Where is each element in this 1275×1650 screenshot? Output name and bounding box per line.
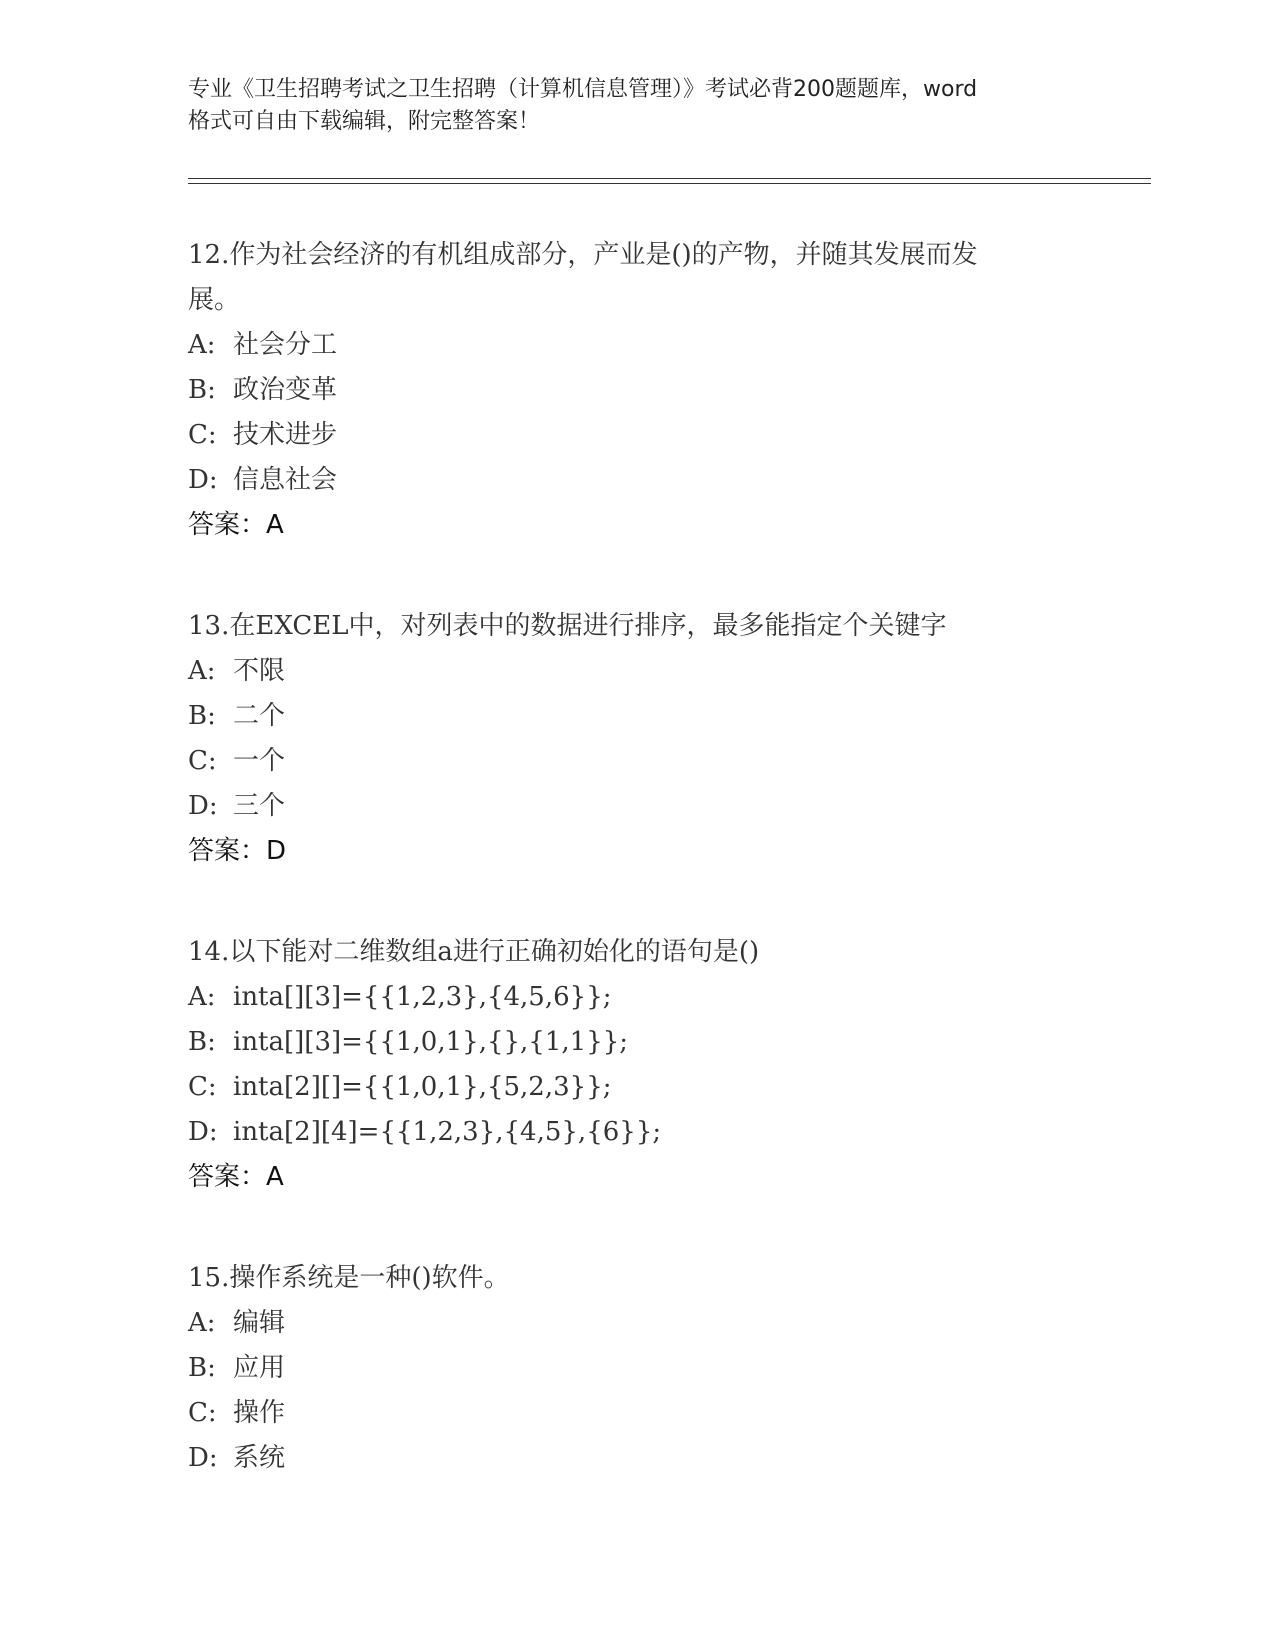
option-b <box>188 694 1088 739</box>
option-text: 社会分工 <box>233 330 338 360</box>
question-text: 13.在EXCEL中，对列表中的数据进行排序，最多能指定个关键字 <box>188 611 947 641</box>
option-text: 编辑 <box>233 1308 286 1338</box>
option-a <box>188 1301 1088 1346</box>
option-text: inta[][3]={{1,0,1},{},{1,1}}; <box>233 1027 629 1057</box>
option-b <box>188 1020 1088 1065</box>
option-letter: B: <box>188 701 216 731</box>
option-d <box>188 1110 1088 1155</box>
option-text: 系统 <box>233 1443 286 1473</box>
option-text: 信息社会 <box>233 465 338 495</box>
option-letter: D: <box>188 465 218 495</box>
question-text: 15.操作系统是一种()软件。 <box>188 1263 510 1293</box>
document-header <box>188 74 1088 138</box>
answer-line: 答案：A <box>188 510 284 540</box>
option-a <box>188 323 1088 368</box>
option-d <box>188 784 1088 829</box>
question-14 <box>188 930 1088 1200</box>
header-divider-bottom <box>188 183 1151 184</box>
option-letter: C: <box>188 746 217 776</box>
option-c <box>188 1065 1088 1110</box>
option-text: 应用 <box>233 1353 286 1383</box>
option-letter: A: <box>188 656 216 686</box>
question-text-line-1: 12.作为社会经济的有机组成部分，产业是()的产物，并随其发展而发 <box>188 240 978 270</box>
option-letter: C: <box>188 420 217 450</box>
option-text: 技术进步 <box>233 420 338 450</box>
option-text: 政治变革 <box>233 375 338 405</box>
answer-line: 答案：A <box>188 1162 284 1192</box>
option-letter: C: <box>188 1072 217 1102</box>
question-list <box>188 233 1088 1537</box>
option-a <box>188 975 1088 1020</box>
option-text: 二个 <box>233 701 286 731</box>
option-letter: A: <box>188 330 216 360</box>
option-a <box>188 649 1088 694</box>
option-letter: D: <box>188 1443 218 1473</box>
option-b <box>188 1346 1088 1391</box>
option-c <box>188 739 1088 784</box>
option-letter: B: <box>188 1353 216 1383</box>
option-d <box>188 458 1088 503</box>
option-text: inta[2][]={{1,0,1},{5,2,3}}; <box>233 1072 612 1102</box>
option-letter: D: <box>188 791 218 821</box>
header-line-2: 格式可自由下载编辑，附完整答案！ <box>188 109 541 134</box>
option-letter: D: <box>188 1117 218 1147</box>
option-letter: B: <box>188 375 216 405</box>
option-c <box>188 1391 1088 1436</box>
question-text-line-2: 展。 <box>188 285 241 315</box>
option-d <box>188 1436 1088 1481</box>
option-letter: B: <box>188 1027 216 1057</box>
option-text: inta[][3]={{1,2,3},{4,5,6}}; <box>233 982 612 1012</box>
answer-line: 答案：D <box>188 836 287 866</box>
option-text: 不限 <box>233 656 286 686</box>
option-text: inta[2][4]={{1,2,3},{4,5},{6}}; <box>233 1117 662 1147</box>
option-letter: C: <box>188 1398 217 1428</box>
question-text: 14.以下能对二维数组a进行正确初始化的语句是() <box>188 937 760 967</box>
option-text: 一个 <box>233 746 286 776</box>
option-letter: A: <box>188 982 216 1012</box>
option-b <box>188 368 1088 413</box>
option-text: 三个 <box>233 791 286 821</box>
header-divider-top <box>188 178 1151 179</box>
question-15 <box>188 1256 1088 1481</box>
option-text: 操作 <box>233 1398 286 1428</box>
question-text <box>188 233 1088 323</box>
header-line-1: 专业《卫生招聘考试之卫生招聘（计算机信息管理）》考试必背200题题库，word <box>188 77 978 102</box>
option-letter: A: <box>188 1308 216 1338</box>
question-12 <box>188 233 1088 548</box>
option-c <box>188 413 1088 458</box>
question-13 <box>188 604 1088 874</box>
